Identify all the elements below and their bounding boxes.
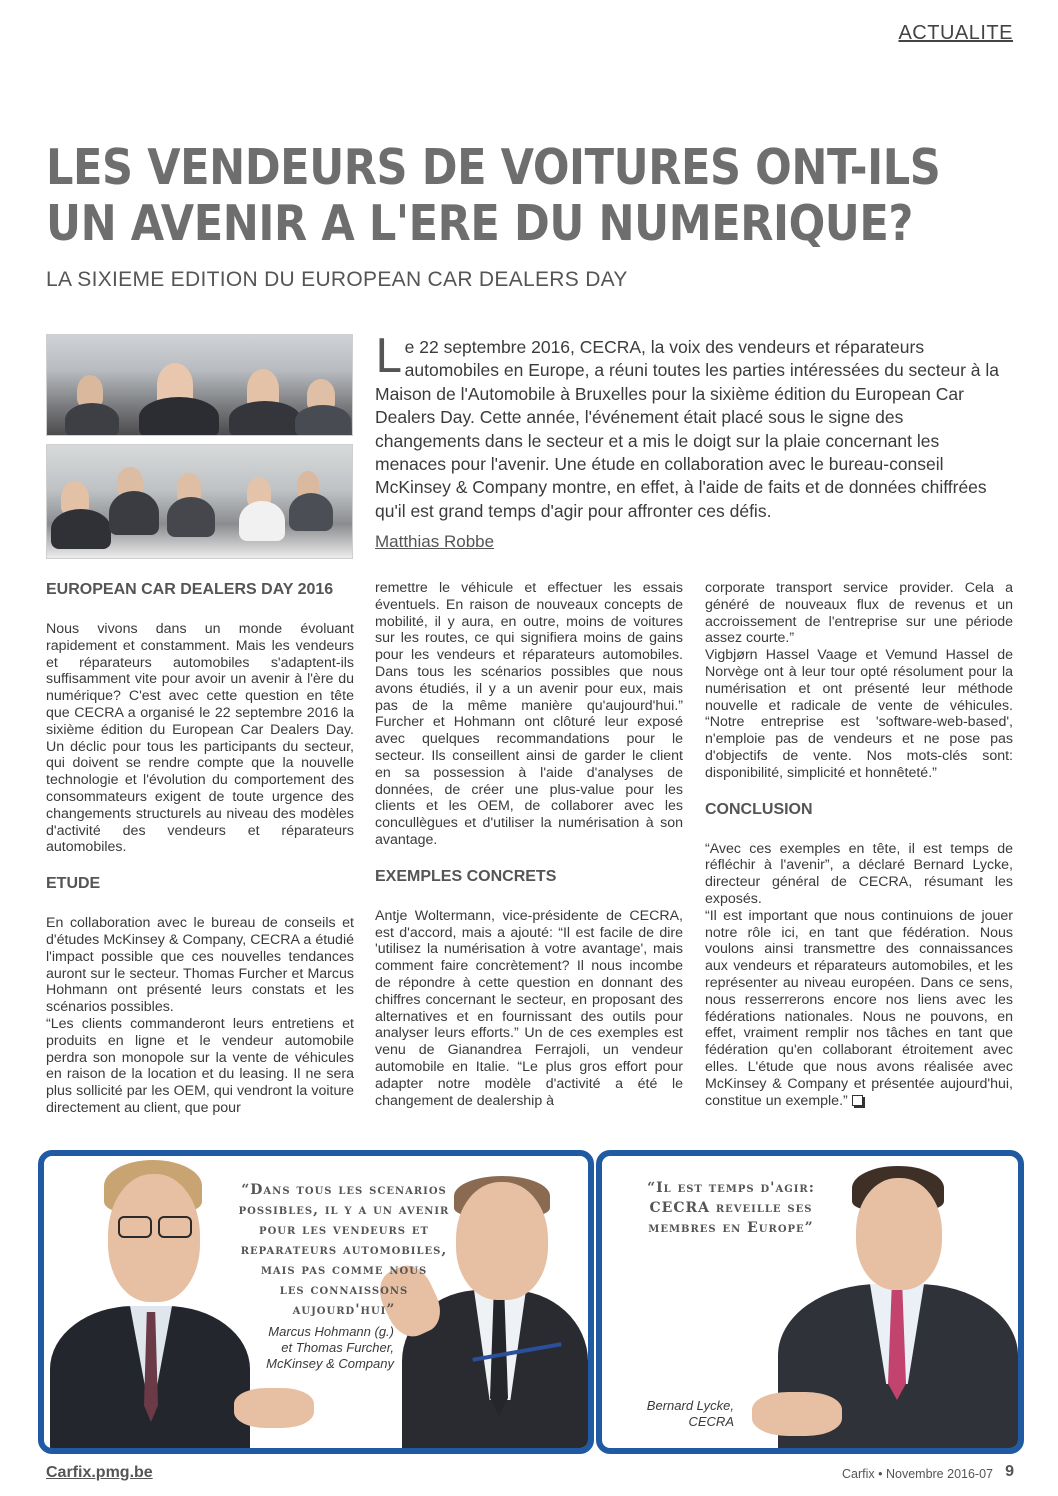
heading-conclusion: CONCLUSION	[705, 800, 813, 818]
quote-right: “Il est temps d'agir: CECRA reveille ses membres en Europe”	[647, 1180, 815, 1236]
title-line-2: UN AVENIR A L'ERE DU NUMERIQUE?	[46, 195, 913, 252]
heading-exemples-concrets: EXEMPLES CONCRETS	[375, 867, 557, 885]
caption-left: Marcus Hohmann (g.) et Thomas Furcher, McKinsey & Company	[266, 1324, 394, 1371]
quote-left: “Dans tous les scenarios possibles, il y a un avenir pour les vendeurs et reparateurs automobiles, mais pas comme nous les connaissons aujourd'hui”	[238, 1182, 450, 1318]
caption-right: Bernard Lycke, CECRA	[646, 1398, 734, 1429]
author-byline[interactable]: Matthias Robbe	[375, 532, 495, 551]
intro-text: e 22 septembre 2016, CECRA, la voix des vendeurs et réparateurs automobiles en Europe, a réuni toutes les parties intéressées du secteur à la Maison de l'Automobile à Bruxelles pour la sixième édition du European Car Dealers Day. Cette année, l'événement était placé sous le signe des changements dans le secteur et a mis le doigt sur la plaie concernant les menaces pour l'avenir. Une étude en collaboration avec le bureau-conseil McKinsey & Company montre, en effet, à l'aide de faits et de données chiffrées qu'il est grand temps d'agir pour affronter ces défis.	[375, 337, 1000, 521]
paragraph-text: “Il est important que nous continuions de jouer notre rôle ici, en tant que fédération. Nous voulons ainsi transmettre des connaissances aux vendeurs et réparateurs automobiles, et les représenter au niveau européen. Dans ce sens, nous resserrerons encore nos liens avec les fédérations nationales. Nous ne pouvons, en effet, vraiment remplir nos tâches en tant que fédération qu'en collaborant étroitement avec elles. L'étude que nous avons réalisée avec McKinsey & Company et présentée aujourd'hui, constitue un exemple.”	[705, 907, 1013, 1109]
paragraph: Nous vivons dans un monde évoluant rapidement et constamment. Mais les vendeurs et réparateurs automobiles s'adaptent-ils suffisamment vite pour avoir un avenir à l'ère du numérique? C'est avec cette question en tête que CECRA a organisé le 22 septembre 2016 la sixième édition du European Car Dealers Day. Un déclic pour tous les participants du secteur, qui doivent se rendre compte que la nouvelle technologie et l'évolution du comportement des consommateurs exigent de toute urgence des changements structurels au niveau des modèles d'activité des vendeurs et réparateurs automobiles.	[46, 621, 354, 856]
paragraph: “Les clients commanderont leurs entretiens et produits en ligne et le vendeur automobile perdra son monopole sur la vente de véhicules en raison de la location et du leasing. Il ne sera plus sollicité par les OEM, qui vendront la voiture directement au client, que pour	[46, 1015, 354, 1116]
paragraph: corporate transport service provider. Cela a généré de nouveaux flux de revenus et un accroissement de l'entreprise sur une période assez courte.”	[705, 580, 1013, 647]
column-2	[375, 580, 683, 1109]
article-intro	[375, 329, 1011, 523]
section-label: ACTUALITE	[898, 22, 1013, 44]
article-subtitle: LA SIXIEME EDITION DU EUROPEAN CAR DEALERS DAY	[46, 268, 628, 291]
paragraph: Vigbjørn Hassel Vaage et Vemund Hassel de Norvège ont à leur tour opté résolument pour la numérisation et ont présenté leur méthode nouvelle et radicale de vente de véhicules. “Notre entreprise est 'software-web-based', n'emploie pas de vendeurs et ne pose pas d'objectifs de vente. Nos mots-clés sont: disponibilité, simplicité et honnêteté.”	[705, 647, 1013, 781]
quote-box-left	[38, 1150, 594, 1454]
conference-photo-top	[46, 334, 353, 436]
paragraph: “Avec ces exemples en tête, il est temps de réfléchir à l'avenir”, a déclaré Bernard Lycke, directeur général de CECRA, résumant les exposés.	[705, 840, 1013, 907]
conference-photo-bottom	[46, 444, 353, 559]
column-1	[46, 580, 354, 1117]
paragraph: Antje Woltermann, vice-présidente de CECRA, est d'accord, mais a ajouté: “Il est facile de dire 'utilisez la numérisation à votre avantage', mais comment faire concrètement? Il nous incombe de répondre à cette question en donnant des chiffres concernant le secteur, en proposant des alternatives et en fournissant des outils pour analyser leurs efforts.” Un de ces exemples est venu de Gianandrea Ferrajoli, un vendeur automobile en Italie. “Le plus gros effort pour adapter notre modèle d'activité a été le changement de dealership à	[375, 907, 683, 1109]
column-3	[705, 580, 1013, 1109]
footer-issue: Carfix • Novembre 2016-07	[842, 1467, 993, 1481]
article-title	[46, 139, 941, 252]
heading-european-car-dealers-day: EUROPEAN CAR DEALERS DAY 2016	[46, 581, 334, 598]
paragraph: En collaboration avec le bureau de conseils et d'études McKinsey & Company, CECRA a étudié l'impact possible que ces nouvelles tendances auront sur le secteur. Thomas Furcher et Marcus Hohmann ont présenté leurs constats et les scénarios possibles.	[46, 915, 354, 1016]
end-of-article-icon	[852, 1095, 863, 1106]
heading-etude: ETUDE	[46, 875, 101, 893]
page-number: 9	[1005, 1463, 1014, 1480]
drop-cap: L	[375, 329, 401, 383]
footer-website-link[interactable]: Carfix.pmg.be	[46, 1464, 153, 1481]
paragraph: remettre le véhicule et effectuer les essais éventuels. En raison de nouveaux concepts de mobilité, il y aura, en outre, moins de voitures sur les routes, ce qui signifiera moins de gains pour les vendeurs et réparateurs automobiles. Dans tous les scénarios possibles que nous avons étudiés, il y a un avenir pour eux, mais pas de la même manière qu'aujourd'hui.” Furcher et Hohmann ont clôturé leur exposé avec quelques recommandations pour le secteur. Ils conseillent ainsi de garder le client en sa possession à l'aide d'analyses de données, de créer une plus-value pour les clients et les OEM, de collaborer avec les concullègues et d'utiliser la numérisation à son avantage.	[375, 580, 683, 848]
quote-box-right	[596, 1150, 1024, 1454]
title-line-1: LES VENDEURS DE VOITURES ONT-ILS	[46, 139, 941, 196]
paragraph	[705, 908, 1013, 1110]
